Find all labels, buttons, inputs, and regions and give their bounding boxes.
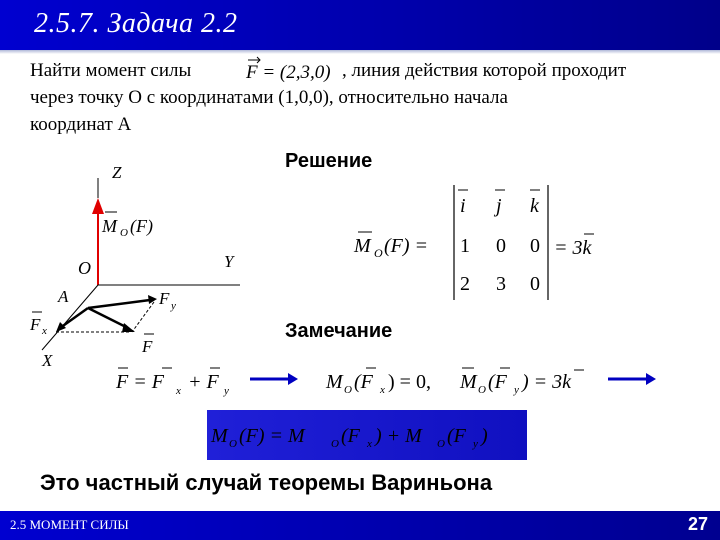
problem-line-1-start: Найти момент силы — [30, 60, 192, 81]
slide-title: 2.5.7. Задача 2.2 — [34, 8, 238, 39]
matrix-cell-r1c3: 0 — [530, 235, 540, 257]
sum-fy-sub: y — [224, 385, 229, 397]
varignon-part1: (F) = M — [239, 425, 305, 447]
page-number: 27 — [687, 514, 708, 534]
mx-arg-sub: x — [380, 384, 385, 396]
matrix-cell-j: j — [496, 195, 502, 217]
varignon-part5: ) — [481, 425, 488, 447]
varignon-formula-box — [207, 410, 527, 460]
varignon-formula — [207, 410, 527, 460]
z-axis-label: Z — [112, 163, 122, 182]
coordinate-diagram — [20, 150, 250, 380]
fy-label: F — [159, 289, 170, 308]
varignon-sub4: O — [437, 438, 445, 450]
fx-vector — [60, 308, 88, 328]
my-text: M — [460, 371, 477, 393]
problem-line-1-end: , линия действия которой проходит — [342, 60, 627, 81]
matrix-cell-r1c2: 0 — [496, 235, 506, 257]
point-o-label: O — [78, 258, 91, 278]
footer-section-title: 2.5 МОМЕНТ СИЛЫ — [10, 517, 129, 532]
footer-bar — [0, 511, 720, 540]
varignon-part3: ) + M — [375, 425, 422, 447]
force-vector-formula — [240, 52, 348, 86]
y-axis-label: Y — [224, 252, 234, 271]
point-a-label: A — [58, 287, 69, 306]
matrix-cell-r2c2: 3 — [496, 273, 506, 295]
my-sub: O — [478, 384, 486, 396]
f-label: F — [142, 337, 153, 356]
solution-formula — [350, 180, 610, 305]
implies-arrow-1 — [250, 372, 300, 386]
component-moments-formula — [322, 362, 602, 406]
solution-result: = 3k — [554, 237, 592, 259]
force-formula-text: F = (2,3,0) — [246, 62, 331, 83]
varignon-part2: (F — [341, 425, 360, 447]
matrix-cell-k: k — [530, 195, 539, 217]
title-bar — [0, 0, 720, 50]
x-axis-line — [42, 285, 98, 350]
my-arg-sub: y — [514, 384, 519, 396]
f-vector — [88, 308, 128, 328]
moment-label: M — [102, 216, 117, 236]
my-arg: (F — [488, 371, 507, 393]
varignon-sub5: y — [473, 438, 478, 450]
varignon-sub1: O — [229, 438, 237, 450]
solution-lhs-sub: O — [374, 246, 383, 260]
mx-arg: (F — [354, 371, 373, 393]
solution-heading: Решение — [285, 150, 373, 172]
matrix-cell-r1c1: 1 — [460, 235, 470, 257]
varignon-m1: M — [211, 425, 228, 447]
varignon-sub3: x — [367, 438, 372, 450]
title-shadow — [0, 50, 720, 54]
problem-line-3: координат A — [30, 114, 132, 135]
conclusion-text: Это частный случай теоремы Вариньона — [40, 470, 493, 495]
matrix-cell-r2c1: 2 — [460, 273, 470, 295]
varignon-part4: (F — [447, 425, 466, 447]
moment-subscript: O — [120, 227, 128, 239]
my-result: ) = 3k — [522, 371, 572, 393]
matrix-cell-i: i — [460, 195, 466, 217]
fx-subscript: x — [42, 325, 47, 337]
mx-sub: O — [344, 384, 352, 396]
sum-fx-sub: x — [176, 385, 181, 397]
solution-lhs-arg: (F) = — [384, 235, 429, 257]
sum-formula-text: F = F — [116, 371, 164, 393]
z-axis-arrowhead — [92, 198, 104, 214]
sum-plus-text: + F — [188, 371, 219, 393]
x-axis-label: X — [42, 351, 53, 370]
fy-vector — [88, 300, 150, 308]
solution-lhs: M — [354, 235, 371, 257]
mx-text: M — [326, 371, 343, 393]
matrix-cell-r2c3: 0 — [530, 273, 540, 295]
moment-argument: (F) — [130, 216, 153, 236]
force-sum-formula — [112, 362, 262, 406]
mx-result: ) = 0, — [388, 371, 431, 393]
remark-heading: Замечание — [285, 320, 393, 342]
problem-line-2: через точку O с координатами (1,0,0), относительно начала — [30, 87, 508, 108]
fy-subscript: y — [171, 300, 176, 312]
fx-label: F — [30, 315, 41, 334]
implies-arrow-2 — [608, 372, 658, 386]
varignon-sub2: O — [331, 438, 339, 450]
